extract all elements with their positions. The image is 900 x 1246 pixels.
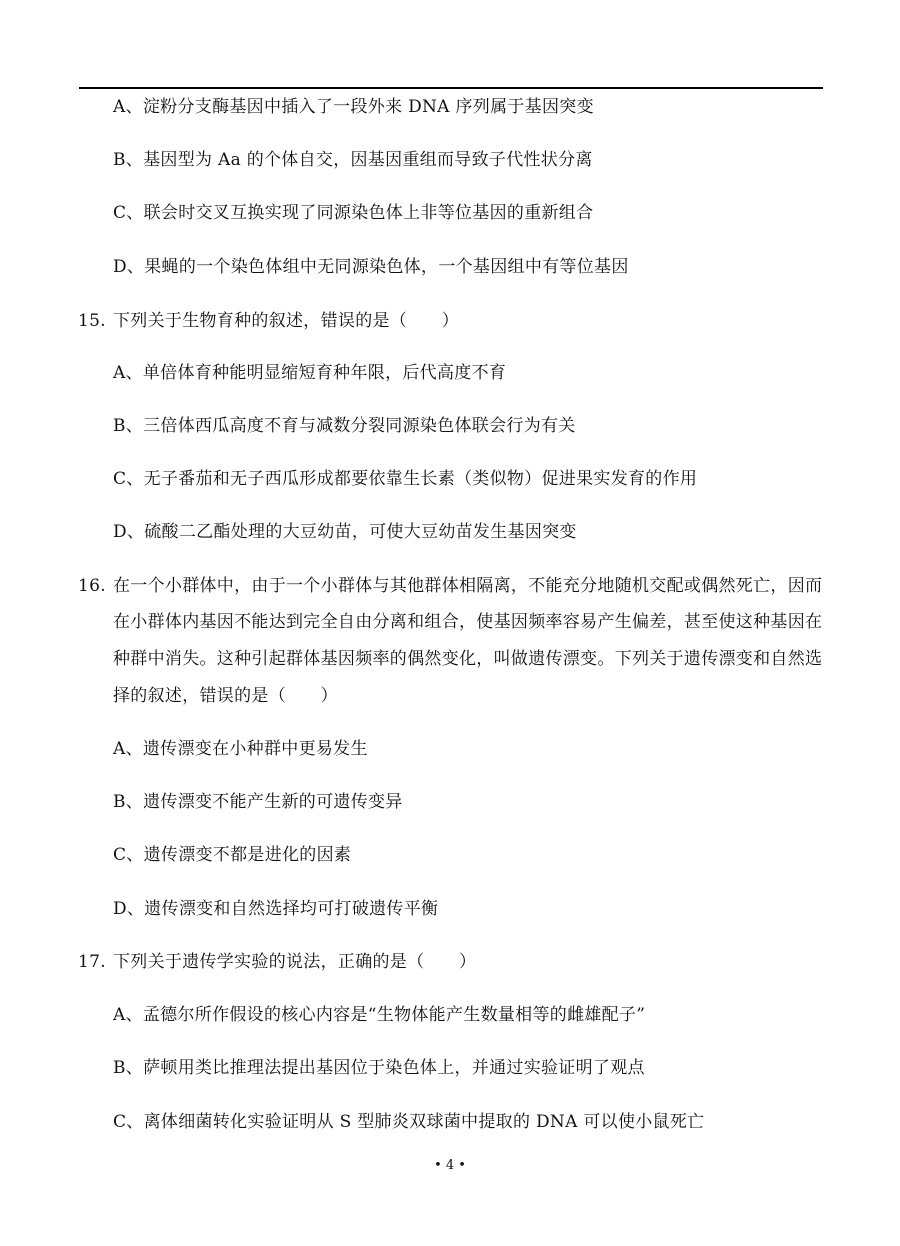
q14-option-a: A、淀粉分支酶基因中插入了一段外来 DNA 序列属于基因突变 xyxy=(113,97,594,117)
q16-stem-line-3: 种群中消失。这种引起群体基因频率的偶然变化，叫做遗传漂变。下列关于遗传漂变和自然选 xyxy=(113,649,823,669)
q14-option-d: D、果蝇的一个染色体组中无同源染色体，一个基因组中有等位基因 xyxy=(113,257,629,277)
q16-option-b: B、遗传漂变不能产生新的可遗传变异 xyxy=(113,792,403,812)
q16-option-d: D、遗传漂变和自然选择均可打破遗传平衡 xyxy=(113,899,439,919)
q17-option-a: A、孟德尔所作假设的核心内容是“生物体能产生数量相等的雌雄配子” xyxy=(113,1005,646,1025)
q16-stem-line-4: 择的叙述，错误的是（ ） xyxy=(113,686,338,706)
q16-stem-line-1: 在一个小群体中，由于一个小群体与其他群体相隔离，不能充分地随机交配或偶然死亡，因而 xyxy=(113,576,823,596)
q14-option-c: C、联会时交叉互换实现了同源染色体上非等位基因的重新组合 xyxy=(113,203,594,223)
q15-option-a: A、单倍体育种能明显缩短育种年限，后代高度不育 xyxy=(113,363,507,383)
page-number: • 4 • xyxy=(434,1158,466,1173)
q15-number: 15. xyxy=(78,311,106,331)
q15-option-d: D、硫酸二乙酯处理的大豆幼苗，可使大豆幼苗发生基因突变 xyxy=(113,522,577,542)
q16-number: 16. xyxy=(78,576,106,596)
q16-stem-line-2: 在小群体内基因不能达到完全自由分离和组合，使基因频率容易产生偏差，甚至使这种基因在 xyxy=(113,612,823,632)
q16-option-c: C、遗传漂变不都是进化的因素 xyxy=(113,845,352,865)
q15-stem: 下列关于生物育种的叙述，错误的是（ ） xyxy=(113,311,459,331)
q17-stem: 下列关于遗传学实验的说法，正确的是（ ） xyxy=(113,952,477,972)
q17-option-b: B、萨顿用类比推理法提出基因位于染色体上，并通过实验证明了观点 xyxy=(113,1058,645,1078)
q14-option-b: B、基因型为 Aa 的个体自交，因基因重组而导致子代性状分离 xyxy=(113,150,593,170)
q15-option-b: B、三倍体西瓜高度不育与减数分裂同源染色体联会行为有关 xyxy=(113,416,576,436)
q15-option-c: C、无子番茄和无子西瓜形成都要依靠生长素（类似物）促进果实发育的作用 xyxy=(113,469,698,489)
q17-number: 17. xyxy=(78,952,106,972)
q16-option-a: A、遗传漂变在小种群中更易发生 xyxy=(113,739,368,759)
header-rule xyxy=(79,87,823,89)
q17-option-c: C、离体细菌转化实验证明从 S 型肺炎双球菌中提取的 DNA 可以使小鼠死亡 xyxy=(113,1112,705,1132)
